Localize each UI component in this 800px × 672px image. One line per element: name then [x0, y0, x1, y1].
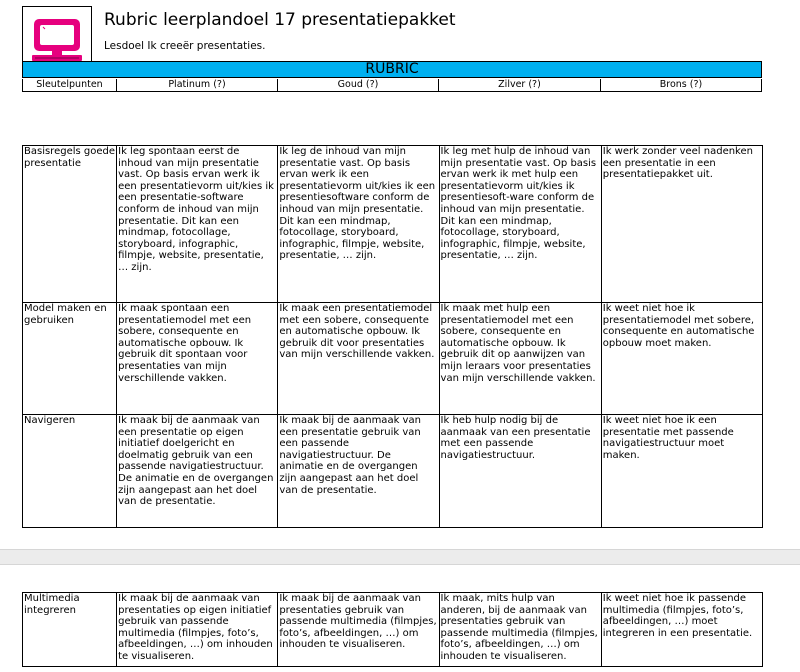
page-subtitle: Lesdoel Ik creeër presentaties.: [104, 40, 266, 52]
cell-goud: Ik maak bij de aanmaak van presentaties gebruik van passende multimedia (filmpjes, foto’s, afbeeldingen, …) om inhouden te visualiseren.: [278, 593, 439, 667]
rubric-table-continued: [22, 592, 763, 667]
cell-zilver: Ik leg met hulp de inhoud van mijn presentatie vast. Op basis ervan werk ik met hulp een presentatievorm uit/kies ik presentiesoft-ware conform de inhoud van mijn presentatie. Dit kan een mindmap, fotocollage, storyboard, infographic, filmpje, website, presentatie, … zijn.: [439, 146, 601, 303]
table-row: [23, 415, 763, 528]
row-key: Multimedia integreren: [23, 593, 117, 667]
rubric-column-headers: [22, 79, 762, 92]
cell-brons: Ik werk zonder veel nadenken een presentatie in een presentatiepakket uit.: [601, 146, 762, 303]
cell-brons: Ik weet niet hoe ik een presentatie met passende navigatiestructuur moet maken.: [601, 415, 762, 528]
rubric-banner: RUBRIC: [22, 61, 762, 78]
cell-zilver: Ik maak met hulp een presentatiemodel met een sobere, consequente en automatische opbouw. Ik gebruik dit op aanwijzen van mijn leraars voor presentaties van mijn verschillende vakken.: [439, 303, 601, 415]
row-key: Navigeren: [23, 415, 117, 528]
presentation-screen-icon: [31, 17, 83, 63]
table-row: [23, 593, 763, 667]
cell-zilver: Ik heb hulp nodig bij de aanmaak van een presentatie met een passende navigatiestructuur.: [439, 415, 601, 528]
column-header-sleutelpunten: Sleutelpunten: [23, 79, 117, 91]
cell-brons: Ik weet niet hoe ik presentatiemodel met sobere, consequente en automatische opbouw moet maken.: [601, 303, 762, 415]
column-header-platinum: Platinum (?): [117, 79, 278, 91]
cell-goud: Ik maak bij de aanmaak van een presentatie gebruik van een passende navigatiestructuur. De animatie en de overgangen zijn aangepast aan het doel van de presentatie.: [278, 415, 439, 528]
column-header-goud: Goud (?): [278, 79, 439, 91]
table-row: [23, 303, 763, 415]
row-key: Model maken en gebruiken: [23, 303, 117, 415]
cell-platinum: Ik maak spontaan een presentatiemodel met een sobere, consequente en automatische opbouw. Ik gebruik dit spontaan voor presentaties van mijn verschillende vakken.: [117, 303, 278, 415]
page-break: [0, 549, 800, 565]
page-title: Rubric leerplandoel 17 presentatiepakket: [104, 10, 456, 30]
rubric-table: [22, 145, 763, 528]
cell-brons: Ik weet niet hoe ik passende multimedia (filmpjes, foto’s, afbeeldingen, …) moet integreren in een presentatie.: [601, 593, 762, 667]
cell-platinum: Ik leg spontaan eerst de inhoud van mijn presentatie vast. Op basis ervan werk ik een presentatievorm uit/kies ik een presentatie-software conform de inhoud van mijn presentatie. Dit kan een mindmap, fotocollage, storyboard, infographic, filmpje, website, presentatie, … zijn.: [117, 146, 278, 303]
cell-zilver: Ik maak, mits hulp van anderen, bij de aanmaak van presentaties gebruik van passende multimedia (filmpjes, foto’s, afbeeldingen, …) om inhouden te visualiseren.: [439, 593, 601, 667]
cell-platinum: Ik maak bij de aanmaak van een presentatie op eigen initiatief doelgericht en doelmatig gebruik van een passende navigatiestructuur. De animatie en de overgangen zijn aangepast aan het doel van de presentatie.: [117, 415, 278, 528]
cell-goud: Ik leg de inhoud van mijn presentatie vast. Op basis ervan werk ik een presentatievorm uit/kies ik een presentiesoftware conform de inhoud van mijn presentatie. Dit kan een mindmap, fotocollage, storyboard, infographic, filmpje, website, presentatie, … zijn.: [278, 146, 439, 303]
column-header-brons: Brons (?): [659, 79, 703, 90]
cell-goud: Ik maak een presentatiemodel met een sobere, consequente en automatische opbouw. Ik gebruik dit voor presentaties van mijn verschillende vakken.: [278, 303, 439, 415]
cell-platinum: Ik maak bij de aanmaak van presentaties op eigen initiatief gebruik van passende multimedia (filmpjes, foto’s, afbeeldingen, …) om inhouden te visualiseren.: [117, 593, 278, 667]
row-key: Basisregels goede presentatie: [23, 146, 117, 303]
column-header-zilver: Zilver (?): [439, 79, 601, 91]
table-row: [23, 146, 763, 303]
